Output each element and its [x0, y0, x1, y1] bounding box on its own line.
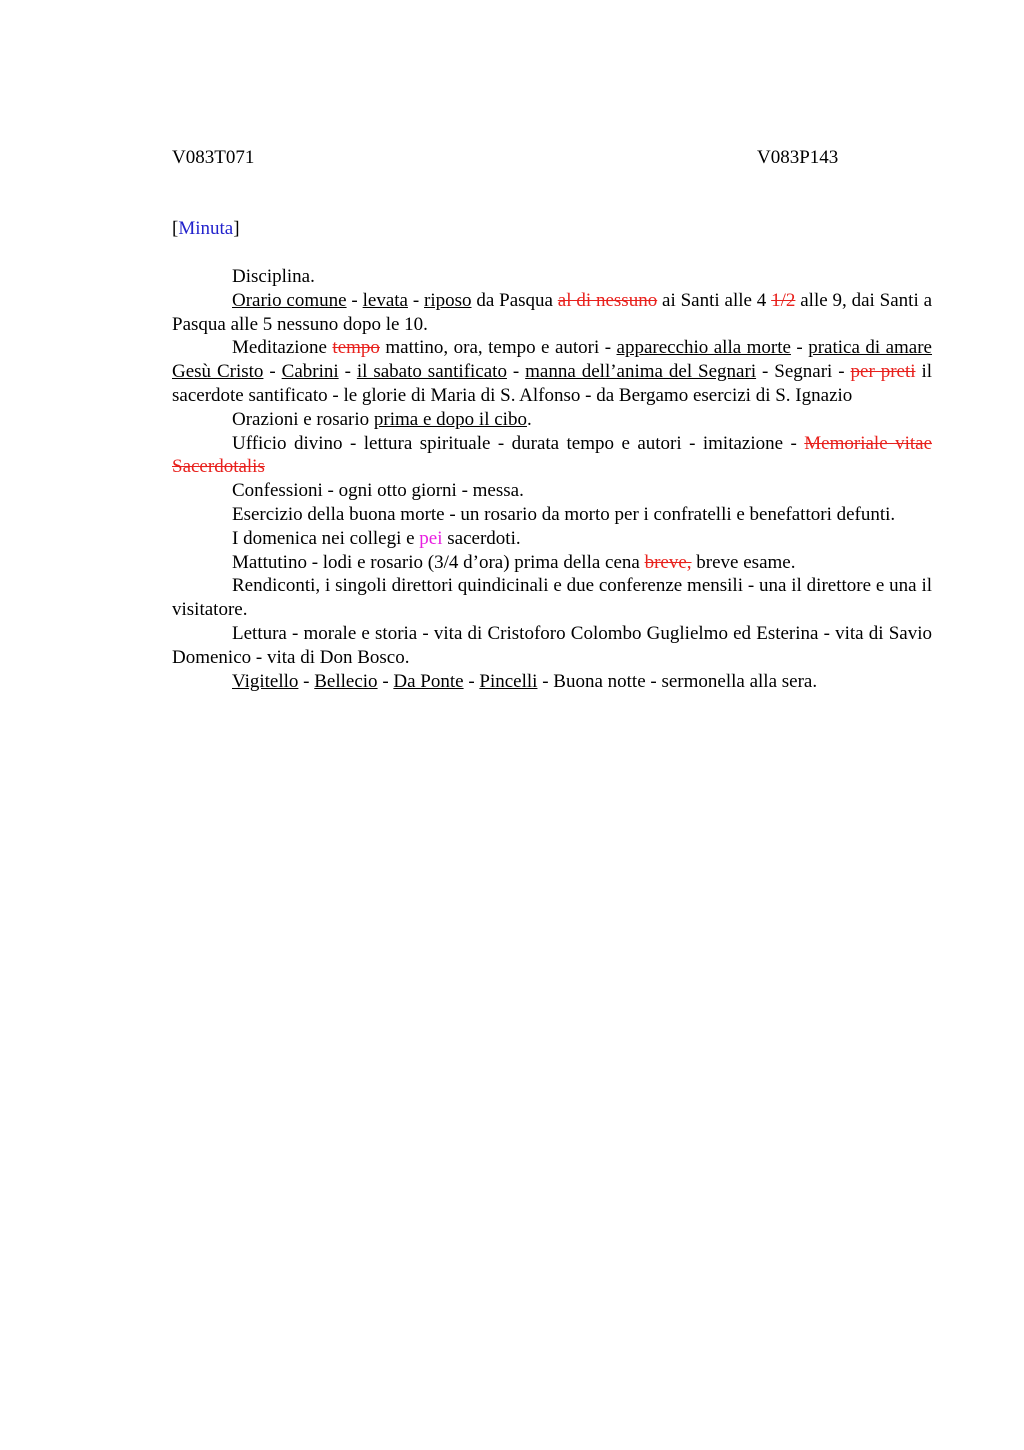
underlined-text: apparecchio alla morte — [616, 337, 791, 359]
text-run: - — [790, 337, 809, 359]
document-page — [172, 146, 932, 693]
underlined-text: manna dell’anima del Segnari — [525, 361, 757, 383]
document-id-right: V083P143 — [757, 147, 839, 168]
paragraph-orario — [172, 289, 932, 337]
paragraph-meditazione — [172, 336, 932, 407]
text-run: Mattutino - lodi e rosario (3/4 d’ora) prima della cena — [232, 551, 645, 573]
underlined-text: riposo — [424, 289, 472, 311]
text-run: breve esame. — [691, 551, 796, 573]
text-run: mattino, ora, tempo e autori - — [379, 337, 617, 359]
underlined-text: Da Ponte — [393, 670, 464, 692]
text-run: sacerdoti. — [442, 527, 521, 549]
text-run: ai Santi alle 4 — [657, 289, 772, 311]
paragraph-esercizio — [172, 503, 932, 527]
underlined-text: Pincelli — [479, 670, 538, 692]
text-run: da Pasqua — [471, 289, 558, 311]
text-run: - — [263, 361, 282, 383]
deleted-text: 1/2 — [771, 289, 796, 311]
text-run: - — [346, 289, 363, 311]
paragraph-lettura — [172, 622, 932, 670]
text-run: I domenica nei collegi e — [232, 527, 420, 549]
text-run: - — [338, 361, 357, 383]
document-type-label — [172, 217, 932, 241]
label-open-bracket: [ — [172, 218, 179, 239]
document-header — [172, 146, 932, 170]
text-run: Disciplina. — [232, 266, 315, 287]
text-run: Lettura - morale e storia - vita di Cristoforo Colombo Guglielmo ed Esterina - vita di Savio Domenico - vita di Don Bosco. — [172, 622, 932, 668]
text-run: Confessioni - ogni otto giorni - messa. — [232, 480, 524, 502]
underlined-text: pratica di amare Gesù Cristo — [172, 337, 932, 383]
deleted-text: tempo — [332, 337, 380, 359]
underlined-text: Vigitello — [232, 670, 299, 692]
inserted-text: pei — [419, 527, 443, 549]
text-run: Ufficio divino - lettura spirituale - durata tempo e autori - imitazione - — [232, 432, 805, 454]
text-run: - Segnari - — [756, 361, 851, 383]
text-run: - — [463, 670, 480, 692]
underlined-text: Bellecio — [314, 670, 378, 692]
underlined-text: prima e dopo il cibo — [373, 408, 527, 430]
text-run: - Buona notte - sermonella alla sera. — [537, 670, 818, 692]
deleted-text: Memoriale vitae Sacerdotalis — [172, 432, 933, 478]
document-id-left: V083T071 — [172, 147, 255, 168]
text-run: . — [526, 408, 532, 430]
text-run: Meditazione — [232, 337, 333, 359]
paragraph-mattutino — [172, 551, 932, 575]
text-run: - — [407, 289, 424, 311]
label-word: Minuta — [178, 218, 234, 239]
underlined-text: Orario comune — [232, 289, 347, 311]
paragraph-vigitello — [172, 670, 932, 694]
text-run: - — [298, 670, 315, 692]
deleted-text: breve, — [644, 551, 692, 573]
deleted-text: per preti — [850, 361, 916, 383]
text-run: alle 9, dai Santi a Pasqua alle 5 nessuno dopo le 10. — [172, 289, 933, 335]
text-run: Rendiconti, i singoli direttori quindicinali e due conferenze mensili - una il direttore e una il visitatore. — [172, 575, 932, 621]
underlined-text: levata — [362, 289, 408, 311]
underlined-text: Cabrini — [281, 361, 339, 383]
paragraph-confessioni — [172, 479, 932, 503]
text-run: Esercizio della buona morte - un rosario da morto per i confratelli e benefattori defunti. — [232, 503, 896, 525]
paragraph-rendiconti — [172, 574, 932, 622]
paragraph-ufficio — [172, 432, 932, 480]
paragraph-orazioni — [172, 408, 932, 432]
label-close-bracket: ] — [233, 218, 240, 239]
paragraph-domenica — [172, 527, 932, 551]
text-run: - — [377, 670, 394, 692]
text-run: Orazioni e rosario — [232, 408, 374, 430]
text-run: il sacerdote santificato - le glorie di Maria di S. Alfonso - da Bergamo esercizi di S. Ignazio — [172, 361, 933, 406]
deleted-text: al di nessuno — [557, 289, 658, 311]
underlined-text: il sabato santificato — [356, 361, 507, 383]
paragraph-disciplina — [172, 265, 932, 289]
text-run: - — [506, 361, 526, 383]
document-body — [172, 265, 932, 693]
